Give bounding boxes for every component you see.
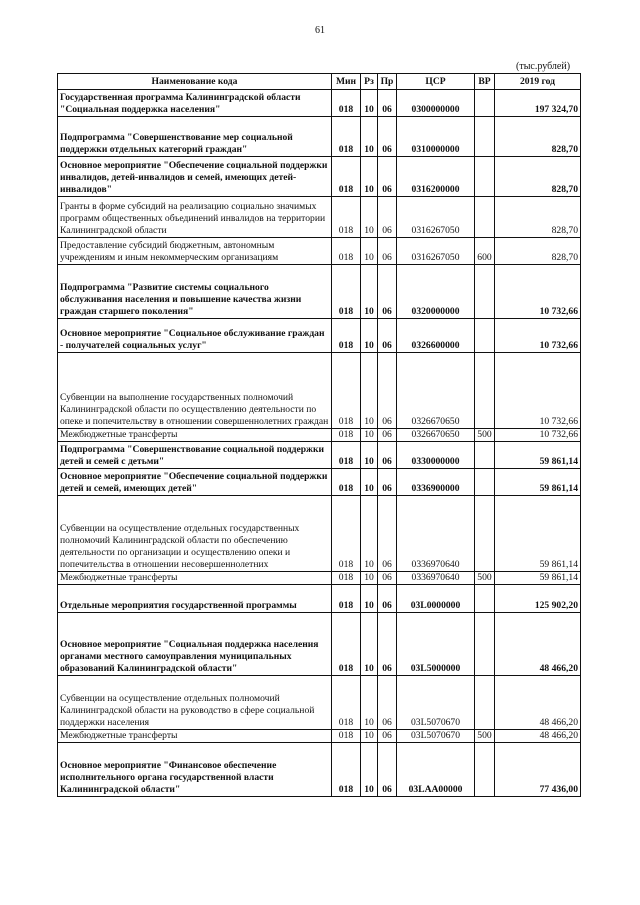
cell-pr: 06 bbox=[378, 353, 397, 429]
cell-name: Субвенции на осуществление отдельных государственных полномочий Калининградской области по обеспечению деятельности по организации и осуществлению опеки и попечительства в отношении несовершеннолетних bbox=[58, 496, 332, 572]
cell-min: 018 bbox=[332, 157, 361, 197]
cell-name: Межбюджетные трансферты bbox=[58, 572, 332, 585]
cell-amount: 77 436,00 bbox=[495, 743, 581, 797]
cell-csr: 0326600000 bbox=[397, 319, 475, 353]
cell-rz: 10 bbox=[361, 265, 378, 319]
cell-csr: 0330000000 bbox=[397, 442, 475, 469]
cell-name: Основное мероприятие "Социальное обслуживание граждан - получателей социальных услуг" bbox=[58, 319, 332, 353]
cell-min: 018 bbox=[332, 730, 361, 743]
cell-pr: 06 bbox=[378, 743, 397, 797]
cell-amount: 48 466,20 bbox=[495, 730, 581, 743]
cell-vr bbox=[475, 265, 495, 319]
cell-name: Отдельные мероприятия государственной программы bbox=[58, 585, 332, 613]
cell-amount: 197 324,70 bbox=[495, 90, 581, 117]
cell-csr: 0336970640 bbox=[397, 572, 475, 585]
header-name: Наименование кода bbox=[58, 74, 332, 90]
header-year: 2019 год bbox=[495, 74, 581, 90]
cell-min: 018 bbox=[332, 613, 361, 676]
cell-csr: 0326670650 bbox=[397, 353, 475, 429]
cell-vr: 600 bbox=[475, 238, 495, 265]
table-header-row bbox=[58, 74, 581, 90]
cell-rz: 10 bbox=[361, 572, 378, 585]
cell-min: 018 bbox=[332, 353, 361, 429]
cell-csr: 0336900000 bbox=[397, 469, 475, 496]
cell-name: Основное мероприятие "Обеспечение социальной поддержки детей и семей, имеющих детей" bbox=[58, 469, 332, 496]
cell-pr: 06 bbox=[378, 157, 397, 197]
cell-pr: 06 bbox=[378, 572, 397, 585]
cell-pr: 06 bbox=[378, 265, 397, 319]
cell-vr bbox=[475, 157, 495, 197]
cell-pr: 06 bbox=[378, 613, 397, 676]
cell-min: 018 bbox=[332, 743, 361, 797]
table-row bbox=[58, 238, 581, 265]
cell-csr: 03L5070670 bbox=[397, 730, 475, 743]
header-csr: ЦСР bbox=[397, 74, 475, 90]
cell-amount: 59 861,14 bbox=[495, 469, 581, 496]
cell-rz: 10 bbox=[361, 496, 378, 572]
cell-rz: 10 bbox=[361, 442, 378, 469]
cell-rz: 10 bbox=[361, 585, 378, 613]
cell-pr: 06 bbox=[378, 429, 397, 442]
table-row bbox=[58, 469, 581, 496]
cell-rz: 10 bbox=[361, 238, 378, 265]
cell-csr: 03LAA00000 bbox=[397, 743, 475, 797]
cell-rz: 10 bbox=[361, 613, 378, 676]
cell-pr: 06 bbox=[378, 117, 397, 157]
cell-csr: 0310000000 bbox=[397, 117, 475, 157]
cell-pr: 06 bbox=[378, 469, 397, 496]
cell-csr: 0316267050 bbox=[397, 197, 475, 238]
cell-pr: 06 bbox=[378, 90, 397, 117]
cell-min: 018 bbox=[332, 572, 361, 585]
header-vr: ВР bbox=[475, 74, 495, 90]
cell-min: 018 bbox=[332, 469, 361, 496]
cell-name: Межбюджетные трансферты bbox=[58, 730, 332, 743]
cell-amount: 10 732,66 bbox=[495, 353, 581, 429]
cell-csr: 03L5070670 bbox=[397, 676, 475, 730]
cell-csr: 03L0000000 bbox=[397, 585, 475, 613]
cell-vr bbox=[475, 585, 495, 613]
cell-pr: 06 bbox=[378, 730, 397, 743]
cell-pr: 06 bbox=[378, 442, 397, 469]
cell-vr bbox=[475, 90, 495, 117]
cell-name: Подпрограмма "Развитие системы социального обслуживания населения и повышение качества жизни граждан старшего поколения" bbox=[58, 265, 332, 319]
cell-rz: 10 bbox=[361, 469, 378, 496]
table-row bbox=[58, 157, 581, 197]
cell-rz: 10 bbox=[361, 353, 378, 429]
table-row bbox=[58, 197, 581, 238]
cell-min: 018 bbox=[332, 429, 361, 442]
cell-rz: 10 bbox=[361, 197, 378, 238]
cell-amount: 125 902,20 bbox=[495, 585, 581, 613]
cell-amount: 59 861,14 bbox=[495, 496, 581, 572]
cell-amount: 48 466,20 bbox=[495, 613, 581, 676]
cell-amount: 59 861,14 bbox=[495, 442, 581, 469]
cell-min: 018 bbox=[332, 496, 361, 572]
cell-vr bbox=[475, 613, 495, 676]
budget-table bbox=[57, 73, 581, 797]
table-row bbox=[58, 429, 581, 442]
cell-amount: 828,70 bbox=[495, 238, 581, 265]
page-number: 61 bbox=[315, 25, 325, 36]
cell-amount: 828,70 bbox=[495, 157, 581, 197]
cell-pr: 06 bbox=[378, 238, 397, 265]
cell-amount: 10 732,66 bbox=[495, 319, 581, 353]
cell-pr: 06 bbox=[378, 585, 397, 613]
cell-amount: 48 466,20 bbox=[495, 676, 581, 730]
table-row bbox=[58, 572, 581, 585]
cell-name: Основное мероприятие "Финансовое обеспечение исполнительного органа государственной власти Калининградской области" bbox=[58, 743, 332, 797]
cell-amount: 59 861,14 bbox=[495, 572, 581, 585]
header-pr: Пр bbox=[378, 74, 397, 90]
cell-min: 018 bbox=[332, 238, 361, 265]
cell-vr: 500 bbox=[475, 572, 495, 585]
table-row bbox=[58, 496, 581, 572]
header-min: Мин bbox=[332, 74, 361, 90]
cell-amount: 828,70 bbox=[495, 197, 581, 238]
cell-vr bbox=[475, 117, 495, 157]
cell-rz: 10 bbox=[361, 157, 378, 197]
cell-csr: 0326670650 bbox=[397, 429, 475, 442]
cell-csr: 0316200000 bbox=[397, 157, 475, 197]
cell-name: Основное мероприятие "Социальная поддержка населения органами местного самоуправления муниципальных образований Калининградской области" bbox=[58, 613, 332, 676]
cell-vr bbox=[475, 353, 495, 429]
cell-pr: 06 bbox=[378, 676, 397, 730]
cell-vr: 500 bbox=[475, 730, 495, 743]
cell-amount: 10 732,66 bbox=[495, 429, 581, 442]
cell-min: 018 bbox=[332, 265, 361, 319]
table-row bbox=[58, 90, 581, 117]
cell-min: 018 bbox=[332, 90, 361, 117]
cell-rz: 10 bbox=[361, 743, 378, 797]
cell-csr: 0316267050 bbox=[397, 238, 475, 265]
table-row bbox=[58, 743, 581, 797]
cell-name: Основное мероприятие "Обеспечение социальной поддержки инвалидов, детей-инвалидов и семей, имеющих детей-инвалидов" bbox=[58, 157, 332, 197]
cell-min: 018 bbox=[332, 442, 361, 469]
cell-pr: 06 bbox=[378, 319, 397, 353]
cell-amount: 828,70 bbox=[495, 117, 581, 157]
cell-name: Субвенции на осуществление отдельных полномочий Калининградской области на руководство в сфере социальной поддержки населения bbox=[58, 676, 332, 730]
cell-vr bbox=[475, 197, 495, 238]
cell-amount: 10 732,66 bbox=[495, 265, 581, 319]
cell-pr: 06 bbox=[378, 197, 397, 238]
cell-rz: 10 bbox=[361, 730, 378, 743]
units-label: (тыс.рублей) bbox=[516, 61, 571, 72]
table-row bbox=[58, 585, 581, 613]
cell-name: Подпрограмма "Совершенствование социальной поддержки детей и семей с детьми" bbox=[58, 442, 332, 469]
cell-rz: 10 bbox=[361, 429, 378, 442]
cell-vr bbox=[475, 676, 495, 730]
cell-name: Подпрограмма "Совершенствование мер социальной поддержки отдельных категорий граждан" bbox=[58, 117, 332, 157]
cell-vr: 500 bbox=[475, 429, 495, 442]
header-rz: Рз bbox=[361, 74, 378, 90]
cell-name: Субвенции на выполнение государственных полномочий Калининградской области по осуществлению деятельности по опеке и попечительству в отношении совершеннолетних граждан bbox=[58, 353, 332, 429]
cell-rz: 10 bbox=[361, 117, 378, 157]
cell-pr: 06 bbox=[378, 496, 397, 572]
cell-csr: 0336970640 bbox=[397, 496, 475, 572]
table-body bbox=[58, 90, 581, 797]
cell-vr bbox=[475, 319, 495, 353]
table-row bbox=[58, 353, 581, 429]
cell-vr bbox=[475, 469, 495, 496]
cell-csr: 0320000000 bbox=[397, 265, 475, 319]
table-row bbox=[58, 117, 581, 157]
cell-min: 018 bbox=[332, 117, 361, 157]
cell-name: Предоставление субсидий бюджетным, автономным учреждениям и иным некоммерческим организациям bbox=[58, 238, 332, 265]
table-row bbox=[58, 676, 581, 730]
cell-rz: 10 bbox=[361, 90, 378, 117]
cell-name: Межбюджетные трансферты bbox=[58, 429, 332, 442]
cell-vr bbox=[475, 496, 495, 572]
table-row bbox=[58, 613, 581, 676]
table-row bbox=[58, 442, 581, 469]
cell-csr: 03L5000000 bbox=[397, 613, 475, 676]
cell-vr bbox=[475, 743, 495, 797]
table-row bbox=[58, 730, 581, 743]
cell-min: 018 bbox=[332, 197, 361, 238]
cell-min: 018 bbox=[332, 676, 361, 730]
cell-csr: 0300000000 bbox=[397, 90, 475, 117]
cell-name: Гранты в форме субсидий на реализацию социально значимых программ общественных объединений инвалидов на территории Калининградской области bbox=[58, 197, 332, 238]
table-row bbox=[58, 265, 581, 319]
cell-min: 018 bbox=[332, 319, 361, 353]
cell-name: Государственная программа Калининградской области "Социальная поддержка населения" bbox=[58, 90, 332, 117]
cell-rz: 10 bbox=[361, 676, 378, 730]
table-row bbox=[58, 319, 581, 353]
cell-vr bbox=[475, 442, 495, 469]
cell-min: 018 bbox=[332, 585, 361, 613]
cell-rz: 10 bbox=[361, 319, 378, 353]
